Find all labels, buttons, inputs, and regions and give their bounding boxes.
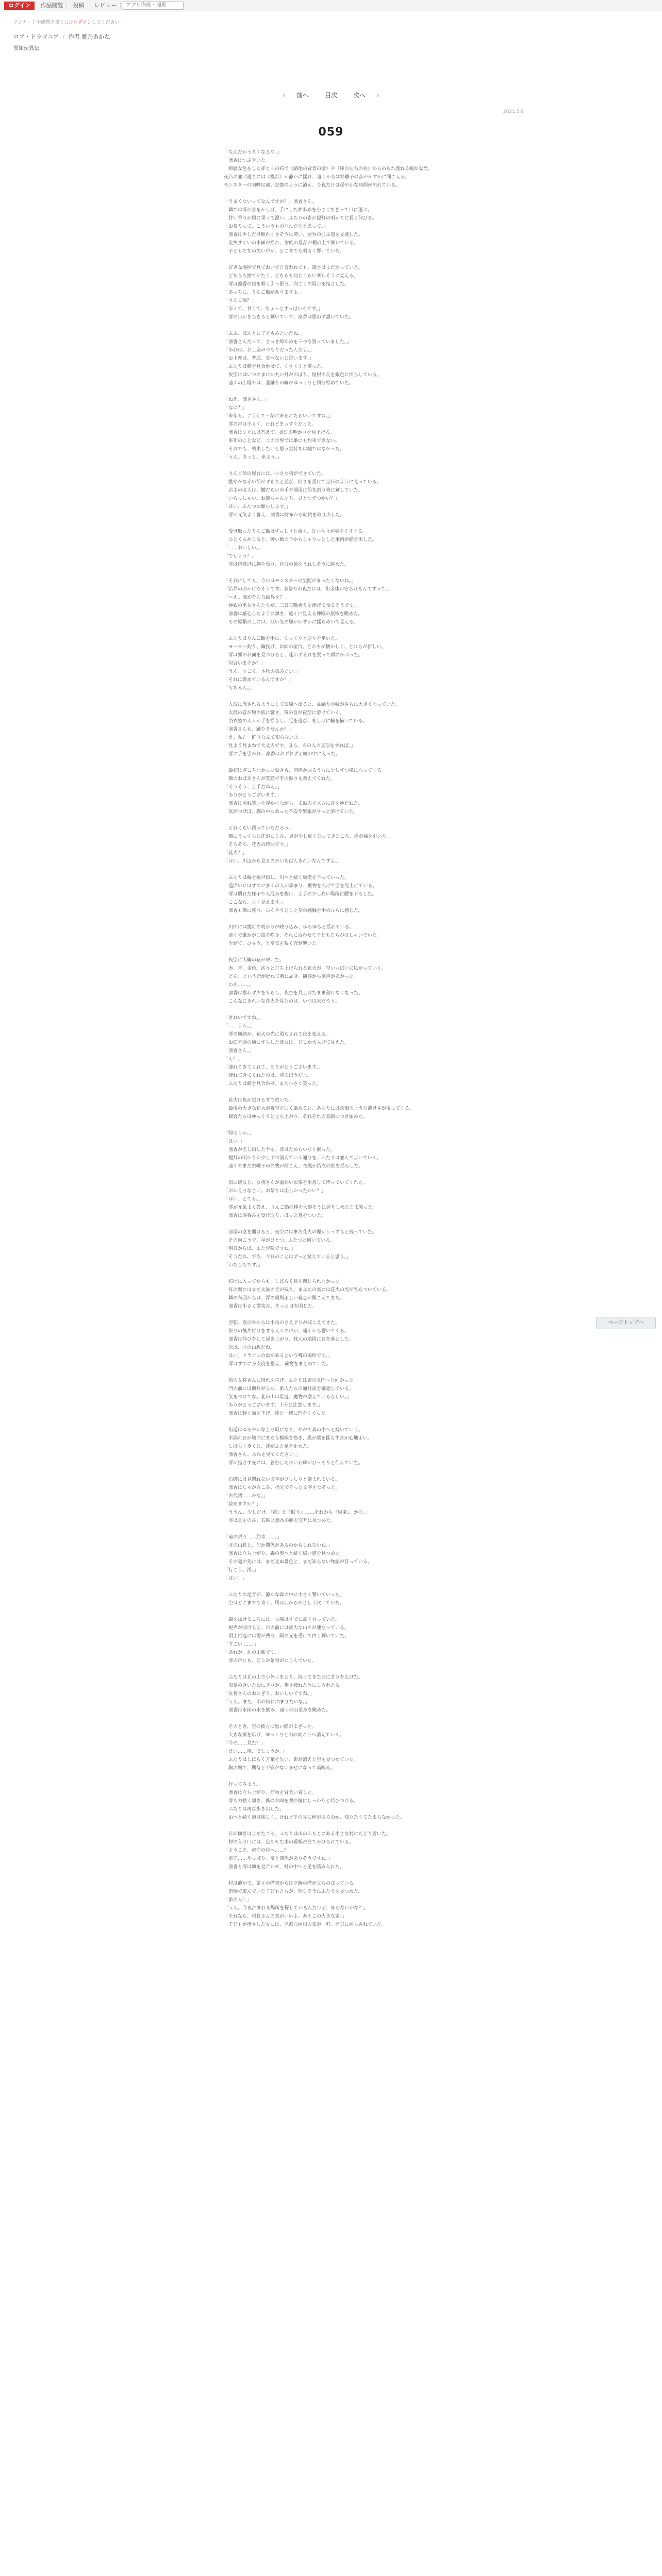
body-paragraph: 「うん。今夜泊まれる場所を探しているんだけど、知らないかな？」 — [224, 1906, 368, 1911]
body-paragraph: 遠くでまだ祭囃子の名残が聞こえ、夜風が浴衣の袖を揺らした。 — [224, 1164, 363, 1169]
paragraph-gap — [224, 1006, 445, 1014]
body-paragraph: 凛香は湯呑みを受け取り、ほっと息をついた。 — [224, 1213, 326, 1218]
body-paragraph: 視界が開けると、目の前には雄大な山々が連なっている。 — [224, 1625, 350, 1631]
body-paragraph: 門の前には衛兵が立ち、旅人たちの通行証を確認している。 — [224, 1386, 354, 1392]
nav-item-browse[interactable]: 作品閲覧 — [37, 3, 67, 9]
paragraph-gap — [224, 256, 445, 264]
body-paragraph: 艶やかな赤い飴がずらりと並び、灯りを受けて宝石のように光っている。 — [224, 480, 382, 485]
paragraph-gap — [224, 1525, 445, 1533]
paragraph-gap — [224, 1607, 445, 1616]
body-paragraph: 森を抜けるころには、太陽はすでに高く昇っていた。 — [224, 1617, 340, 1622]
body-paragraph: 山へと続く道は険しく、けれどその先に何があるのか、知りたくてたまらなかった。 — [224, 1815, 405, 1820]
body-paragraph: 「神殿の巫女さんたちが、三日三晩祈りを捧げて張るそうです。」 — [224, 603, 360, 608]
paragraph-gap — [224, 462, 445, 470]
body-paragraph: 凛香は少しだけ照れくさそうに笑い、屋台の並ぶ道を見渡した。 — [224, 232, 363, 238]
paragraph-gap — [224, 692, 445, 701]
body-paragraph: 「竜守……やっぱり、竜と関係がありそうですね。」 — [224, 1856, 333, 1861]
body-paragraph: 「おかえりなさい。お祭りは楽しかったかい？」 — [224, 1189, 326, 1194]
body-paragraph: 「りんご飴？」 — [224, 298, 257, 303]
body-paragraph: 祭りの後片付けをする人々の声が、遠くから響いてくる。 — [224, 1329, 350, 1334]
paragraph-gap — [224, 1467, 445, 1476]
body-paragraph: 額にうっすらと汗がにじみ、足が少し重くなってきたころ、澪が袖を引いた。 — [224, 834, 391, 839]
body-paragraph: お面を頭の横にずらした彼女は、どこか大人びて見えた。 — [224, 1040, 350, 1045]
body-paragraph: 澪は狐のお面を見つけると、迷わずそれを買って頭にかぶった。 — [224, 653, 363, 658]
body-paragraph: 「いらっしゃい。お嬢ちゃんたち、ひとつずつかい？」 — [224, 496, 340, 501]
paragraph-gap — [224, 1311, 445, 1319]
body-paragraph: 「旅の人？」 — [224, 1897, 252, 1903]
body-paragraph: 「はい！」 — [224, 1576, 247, 1581]
table-of-contents-link[interactable]: 目次 — [324, 92, 337, 99]
body-paragraph: 「なんだかうまくなるな。」 — [224, 150, 282, 155]
body-paragraph: 澪は得意げに胸を張り、自分の飴をうれしそうに眺めた。 — [224, 562, 350, 567]
chevron-right-icon: › — [376, 92, 379, 99]
body-paragraph: 「へえ。誰がそんな結界を？」 — [224, 595, 289, 600]
body-paragraph: 夜空に大輪の花が咲いた。 — [224, 958, 285, 963]
body-paragraph: 凛香は小さく微笑み、そっと目を閉じた。 — [224, 1304, 317, 1309]
body-paragraph: 「あれは、お土産のつもりだったんだよ。」 — [224, 348, 315, 353]
author-label: 作者 — [68, 33, 80, 40]
body-paragraph: 「もちろん。」 — [224, 686, 255, 691]
author-name-link[interactable]: 暁乃あかね — [81, 33, 110, 40]
body-paragraph: 「来年も、こうして一緒に来られたらいいですね。」 — [224, 414, 333, 419]
body-paragraph: 「それなら、村長さんの家がいいよ。あそこの大きな家。」 — [224, 1914, 347, 1919]
body-paragraph: 「女将さんのおにぎり、おいしいですね。」 — [224, 1691, 315, 1697]
body-paragraph: 夜店の並ぶ通りには《提灯》が静かに揺れ、遠くからは祭囃子の音がかすかに聞こえる。 — [224, 175, 410, 180]
paragraph-gap — [224, 915, 445, 923]
login-button[interactable]: ログイン — [4, 2, 35, 10]
paragraph-gap — [224, 626, 445, 635]
body-paragraph: 村の入り口には、色あせた木の看板が立てかけられている。 — [224, 1840, 354, 1845]
body-paragraph: 「お土産は、普通、食べないと思います。」 — [224, 356, 314, 361]
body-paragraph: 塩気のきいたおにぎりが、歩き疲れた体にしみわたる。 — [224, 1683, 345, 1688]
next-label: 次へ — [353, 92, 366, 99]
body-paragraph: 「わたしもです。」 — [224, 1263, 263, 1268]
body-paragraph: 耳の奥にはまだ太鼓の音が残り、まぶたの裏には花火の光がちらついている。 — [224, 1287, 391, 1293]
body-paragraph: 赤、青、金色。次々と打ち上げられる花火が、空いっぱいに広がっていく。 — [224, 966, 386, 971]
body-paragraph: 「うん。きっと、来よう。」 — [224, 455, 283, 460]
body-paragraph: 凛香は照れ笑いを浮かべながら、太鼓のリズムに身をゆだねた。 — [224, 801, 363, 806]
body-paragraph: 「ここなら、よく見えます。」 — [224, 900, 286, 905]
body-paragraph: それでも、約束したいと思う気持ちは嘘ではなかった。 — [224, 447, 345, 452]
body-paragraph: 綺麗な色をした赤と白の布で《路地の背景の壁》や《扉の左右の柱》から吊られ流れる暖かな光、 — [224, 166, 433, 172]
body-paragraph: 道沿いにはすでに多くの人が集まり、敷物を広げて空を見上げている。 — [224, 884, 377, 889]
paragraph-gap — [224, 1269, 445, 1278]
body-paragraph: 「はい。」 — [224, 1139, 245, 1144]
body-paragraph: 澪が元気よく答え、りんご飴の棒を大事そうに握りしめたまま笑った。 — [224, 1205, 377, 1210]
body-paragraph: 太鼓の音が腹の底に響き、笛の音が夜空に溶けていく。 — [224, 710, 344, 716]
body-paragraph: 「似合いますか？」 — [224, 661, 266, 666]
body-paragraph: 「うん。また、あの宿に泊まりたいな。」 — [224, 1700, 310, 1705]
body-paragraph: 最初はぎこちなかった動きも、何周か回るうちに少しずつ様になってくる。 — [224, 768, 387, 773]
body-paragraph: 来年のことなど、この世界では誰にも約束できない。 — [224, 438, 340, 444]
body-paragraph: 凛香は立ち上がり、森の奥へと続く細い道を見つめた。 — [224, 1551, 345, 1556]
body-paragraph: 凛香はしゃがみこみ、指先でそっと文字をなぞった。 — [224, 1485, 340, 1490]
login-notice — [13, 19, 323, 25]
body-paragraph: 凛香は立ち上がり、荷物を背負い直した。 — [224, 1790, 317, 1795]
body-paragraph: 凛香は伸びをして起き上がり、枕元の地図に目を落とした。 — [224, 1337, 354, 1342]
body-paragraph: 川面には提灯の明かりが映り込み、ゆらゆらと揺れている。 — [224, 925, 354, 930]
body-paragraph: 「はい、ふたつお願いします。」 — [224, 504, 291, 510]
body-paragraph: 澪の声は小さく、けれどまっすぐだった。 — [224, 422, 317, 427]
notice-prefix: アンケートや感想を書くには — [13, 20, 74, 25]
prev-chapter-link[interactable] — [278, 92, 314, 99]
body-paragraph: 凛香も隣に座り、ひんやりとした草の感触を手のひらに感じた。 — [224, 908, 363, 913]
body-paragraph: 「古代語……かな。」 — [224, 1494, 268, 1499]
paragraph-gap — [224, 519, 445, 528]
body-paragraph: 「お祭りって、こういうものなんだなと思って。」 — [224, 224, 328, 229]
body-paragraph: 「はい。ドラゴンの巣があるという噂の場所です。」 — [224, 1353, 333, 1359]
body-paragraph: 「連れてきてくれて、ありがとうございます。」 — [224, 1065, 323, 1070]
paragraph-gap — [224, 866, 445, 874]
body-paragraph: 「そろそろ、花火の時間です。」 — [224, 842, 291, 848]
body-paragraph: 「わあ……。」 — [224, 982, 254, 988]
body-paragraph: ふたりは顔を見合わせて、くすくすと笑った。 — [224, 364, 326, 369]
body-paragraph: 凛香が差し出した手を、澪はためらいなく握った。 — [224, 1147, 336, 1153]
paragraph-gap — [224, 758, 445, 767]
body-paragraph: 「今の……見た？」 — [224, 1741, 266, 1746]
body-paragraph: 花火は夜が更けるまで続いた。 — [224, 1098, 294, 1103]
body-paragraph: その向こうで、星がひとつ、ふたつと瞬いている。 — [224, 1238, 335, 1243]
body-paragraph: どちらも捨てがたく、どちらも同じくらい楽しそうに見える。 — [224, 274, 358, 279]
body-paragraph: 「うまくないってなんですか？」凛香さん。 — [224, 199, 317, 205]
body-paragraph: 「ふふ、ほんとに子どもみたいだね。」 — [224, 331, 305, 336]
body-paragraph: 澪は凛香の袖を軽く引っ張り、向こうの屋台を指さした。 — [224, 282, 350, 287]
body-paragraph: 気がつけば、胸の中にあった不安や緊張がすっと溶けていた。 — [224, 809, 358, 815]
body-paragraph: 「え、私？ 踊りなんて知らないよ。」 — [224, 735, 306, 740]
body-paragraph: 「気をつけてな。北の山は最近、魔物が増えているらしい。」 — [224, 1395, 352, 1400]
next-chapter-link[interactable] — [349, 92, 384, 99]
paragraph-gap — [224, 1088, 445, 1096]
body-paragraph: 「うん、すごく。本物の狐みたい。」 — [224, 669, 301, 674]
body-paragraph: どれくらい踊っていただろう。 — [224, 826, 294, 831]
body-paragraph: 「きれいですね。」 — [224, 1015, 263, 1021]
separator: / — [62, 33, 65, 40]
body-paragraph: 「凛香さん、あれを見てください。」 — [224, 1452, 301, 1458]
paragraph-gap — [224, 1822, 445, 1830]
body-paragraph: 好きな場所で見ておいでと言われても、凛香はまだ迷っていた。 — [224, 265, 363, 270]
notice-login-link[interactable]: ログイン — [73, 20, 92, 25]
chevron-left-icon: ‹ — [283, 92, 286, 99]
body-paragraph: 澪は息をのみ、石碑と凛香の顔を交互に見つめた。 — [224, 1518, 336, 1523]
body-paragraph: 「花火？」 — [224, 851, 247, 856]
body-paragraph: ふたりは顔を見合わせ、また小さく笑った。 — [224, 1081, 321, 1087]
paragraph-gap — [224, 816, 445, 824]
body-paragraph: 隣では澪が首をかしげ、手にした綿あめを小さくちぎって口に運ぶ。 — [224, 208, 372, 213]
body-paragraph: 道端で遊んでいた子どもたちが、珍しそうにふたりを見つめた。 — [224, 1889, 363, 1894]
body-paragraph: 「次は、北の山脈だね。」 — [224, 1345, 277, 1350]
body-paragraph: りんご飴の屋台には、小さな列ができていた。 — [224, 471, 326, 477]
paragraph-gap — [224, 1368, 445, 1377]
body-paragraph: 遠くの広場では、盆踊りの輪がゆっくりと回り始めていた。 — [224, 381, 354, 386]
body-paragraph: 「凛香さんも、踊りませんか？」 — [224, 727, 294, 732]
body-paragraph: ヨーヨー釣り、輪投げ、お面の屋台。どれもが懐かしく、どれもが新しい。 — [224, 645, 386, 650]
body-paragraph: 澪が指さす先には、苔むした古い石碑がひっそりと佇んでいた。 — [224, 1461, 363, 1466]
body-paragraph: ふたりはりんご飴を手に、ゆっくりと通りを歩いた。 — [224, 636, 340, 641]
body-paragraph: 「ん？」 — [224, 1057, 243, 1062]
paragraph-gap — [224, 1715, 445, 1723]
body-paragraph: 凛香はすぐには答えず、提灯の明かりを見上げる。 — [224, 430, 335, 435]
body-paragraph: どん、という音が遅れて胸に届き、観客から歓声があがった。 — [224, 974, 359, 979]
body-paragraph: 夜空にはいつのまにか丸い月がのぼり、屋根の瓦を銀色に照らしている。 — [224, 372, 382, 378]
body-paragraph: 「凛香さん。」 — [224, 1048, 255, 1054]
body-paragraph: やがて、ひゅう、と空気を裂く音が響いた。 — [224, 941, 321, 946]
body-paragraph: こんなにきれいな花火を見たのは、いつ以来だろう。 — [224, 999, 340, 1004]
body-paragraph: 凛香は水筒の水を飲み、遠くの山並みを眺めた。 — [224, 1708, 331, 1713]
body-paragraph: 「……おいしい。」 — [224, 546, 263, 551]
paragraph-gap — [224, 1418, 445, 1426]
body-paragraph: 提灯の明かりが少しずつ消えていく通りを、ふたりは並んで歩いていく。 — [224, 1156, 382, 1161]
body-paragraph: 澪は慣れた様子で人混みを抜け、土手の少し高い場所に腰を下ろした。 — [224, 892, 377, 897]
body-paragraph: ふたりは輪を抜け出し、川へと続く坂道を下っていった。 — [224, 875, 350, 880]
nav-item-review[interactable]: レビュー — [90, 3, 121, 9]
body-paragraph: 「そうだね。でも、今日のことはずっと覚えていると思う。」 — [224, 1255, 351, 1260]
body-paragraph: 「赤くて、甘くて、ちょっとすっぱいんです。」 — [224, 307, 323, 312]
chapter-pager — [0, 91, 662, 99]
paragraph-gap — [224, 1772, 445, 1781]
body-paragraph: 「ありがとうございます。十分に注意します。」 — [224, 1403, 323, 1408]
body-paragraph: 澪の横顔が、花火の光に照らされて色を変える。 — [224, 1032, 331, 1037]
body-paragraph: しばらく歩くと、澪がふと足を止めた。 — [224, 1444, 312, 1449]
body-paragraph: 胸の奥で、期待と不安がないまぜになって高鳴る。 — [224, 1766, 335, 1771]
body-paragraph: 「……うん。」 — [224, 1024, 255, 1029]
body-paragraph: 木漏れ日が地面にまだら模様を描き、風が葉を揺らす音が心地よい。 — [224, 1436, 372, 1441]
body-paragraph: 凛香は軽く頭を下げ、澪と一緒に門をくぐった。 — [224, 1411, 330, 1416]
body-paragraph: 「連れてきてくれたのは、澪のほうだよ。」 — [224, 1073, 315, 1078]
body-paragraph: 「ううん、少しだけ。『竜』と『眠り』……それから『約束』、かな。」 — [224, 1510, 370, 1515]
body-paragraph: 隣のおばあさんが笑顔で手の振りを教えてくれた。 — [224, 776, 336, 782]
paragraph-gap — [224, 569, 445, 577]
body-paragraph: 「すごい……。」 — [224, 1642, 259, 1647]
body-paragraph: 「そうそう、上手だねえ。」 — [224, 785, 283, 790]
chapter-body — [224, 148, 445, 2576]
body-paragraph: 「あれが、北の山脈です。」 — [224, 1650, 282, 1655]
paragraph-gap — [224, 1171, 445, 1179]
paragraph-gap — [224, 190, 445, 198]
body-paragraph: 「行こう、澪。」 — [224, 1568, 259, 1573]
body-paragraph: 石碑には見慣れない文字がびっしりと刻まれている。 — [224, 1477, 340, 1482]
body-paragraph: 「はい。川辺から見るのがいちばんきれいなんですよ。」 — [224, 859, 342, 864]
work-header — [13, 19, 323, 52]
body-paragraph: 宿の女将さんに別れを告げ、ふたりは街の北門へと向かった。 — [224, 1378, 358, 1383]
body-paragraph: 翌朝、窓の外からは小鳥のさえずりが聞こえてきた。 — [224, 1320, 340, 1326]
body-paragraph: 子どもたちの笑い声が、どこまでも明るく響いていた。 — [224, 249, 345, 254]
body-paragraph: 「それは褒めているんですか？」 — [224, 677, 294, 683]
body-paragraph: 澪はすでに身支度を整え、荷物をまとめていた。 — [224, 1362, 331, 1367]
paragraph-gap — [224, 1665, 445, 1673]
body-paragraph: 凛香はつぶやいた。 — [224, 158, 271, 163]
nav-item-post[interactable]: 投稿 — [69, 3, 88, 9]
body-paragraph: 人波に流されるようにして広場へ出ると、盆踊りの輪がさらに大きくなっていた。 — [224, 702, 401, 707]
body-paragraph: 「凛香さんだって、さっき綿あめを三つも買っていました。」 — [224, 340, 352, 345]
body-paragraph: 観客たちはゆっくりと立ち上がり、それぞれの家路につき始めた。 — [224, 1114, 368, 1120]
body-paragraph: 大きな翼を広げ、ゆっくりと山の向こうへ消えていく。 — [224, 1733, 344, 1738]
body-paragraph: 空はどこまでも青く、風は北からやさしく吹いていた。 — [224, 1601, 344, 1606]
search-input[interactable] — [123, 2, 184, 10]
body-paragraph: モンスターの咆哮は遠い記憶のように消え、今夜だけは穏やかな時間が流れている。 — [224, 183, 401, 188]
body-paragraph: 「でしょう？」 — [224, 554, 257, 559]
body-paragraph: 「あっちに、りんご飴がありますよ。」 — [224, 290, 305, 295]
page-top-button[interactable]: ページトップへ — [596, 1317, 656, 1329]
body-paragraph: ふたりは再び歩き出した。 — [224, 1807, 285, 1812]
body-paragraph: 「見よう見まねで大丈夫です。ほら、あの人の真似をすれば。」 — [224, 743, 356, 749]
body-paragraph: 甘い香りが風に乗って漂い、ふたりの影が提灯の明かりに長く伸びる。 — [224, 216, 377, 221]
body-paragraph: 村は静かで、家々の煙突からは夕餉の煙が立ちのぼっている。 — [224, 1881, 358, 1886]
body-paragraph: 「ねえ、凛香さん。」 — [224, 397, 269, 402]
body-paragraph: 「帰ろうか。」 — [224, 1131, 254, 1136]
paragraph-gap — [224, 948, 445, 956]
body-paragraph: 金魚すくいの水面が揺れ、射的の景品が棚の上で輝いている。 — [224, 241, 359, 246]
body-paragraph: ふたりはしばらく言葉を失い、影が消えた空を見つめていた。 — [224, 1757, 359, 1762]
body-paragraph: 澪が元気よく答え、凛香は財布から硬貨を取り出した。 — [224, 513, 345, 518]
body-paragraph: その道の先には、まだ見ぬ景色と、まだ知らない物語が待っている。 — [224, 1560, 373, 1565]
body-paragraph: 「竜の眠り……約束……。」 — [224, 1535, 282, 1540]
body-paragraph: 「はい、とても。」 — [224, 1197, 263, 1202]
body-paragraph: 遠くで誰かが口笛を吹き、それに合わせて子どもたちがはしゃいでいた。 — [224, 933, 382, 938]
publish-date: 2021.5.8 — [503, 109, 524, 114]
body-paragraph: 凛香は思わず声をもらし、夜空を見上げたまま動けなくなった。 — [224, 991, 363, 996]
body-paragraph: 澪に手を引かれ、凛香はおずおずと輪の中に入った。 — [224, 752, 340, 757]
body-paragraph: 「結界のおかげだそうです。お祭りの夜だけは、街全体が守られるんですって。」 — [224, 587, 393, 592]
body-paragraph: ふたりの足音が、静かな森の中に小さく響いていった。 — [224, 1592, 345, 1598]
body-paragraph: ひとくちかじると、硬い飴の下からしゃりっとした果肉が顔を出した。 — [224, 537, 377, 543]
body-paragraph: 子どもが指さした先には、立派な屋根の家が一軒、夕日に照らされていた。 — [224, 1922, 387, 1927]
body-paragraph: 澪の声にも、どこか緊張がにじんでいた。 — [224, 1658, 317, 1664]
series-title-link[interactable]: ロア・ドラゴニア — [13, 33, 59, 40]
body-paragraph: 受け取ったりんご飴はずっしりと重く、甘い香りが鼻をくすぐる。 — [224, 529, 368, 534]
prev-label: 前へ — [296, 92, 309, 99]
body-paragraph: ふたりは丘の上で小休止をとり、持ってきたおにぎりを広げた。 — [224, 1675, 363, 1680]
body-paragraph: 部屋の窓を開けると、夜空にはまだ花火の煙がうっすらと残っていた。 — [224, 1230, 377, 1235]
paragraph-gap — [224, 1583, 445, 1591]
notice-suffix: してください。 — [92, 20, 125, 25]
body-paragraph: 凛香と澪は顔を見合わせ、村の中へと足を踏み入れた。 — [224, 1865, 344, 1870]
body-paragraph: その屋根の上には、淡い光の膜がかすかに揺らめいて見える。 — [224, 620, 359, 625]
body-paragraph: 布団に入ってからも、しばらく目を閉じられなかった。 — [224, 1279, 345, 1284]
body-paragraph: 「明日からは、また冒険ですね。」 — [224, 1246, 296, 1251]
paragraph-gap — [224, 1220, 445, 1228]
body-paragraph: 澪も力強く頷き、狐のお面を腰の紐にしっかりと結びつける。 — [224, 1799, 358, 1804]
paragraph-gap — [224, 387, 445, 396]
body-paragraph: 澪の目がきらきらと輝いていて、凛香は思わず頷いていた。 — [224, 315, 354, 320]
top-navigation-bar — [0, 0, 662, 11]
paragraph-gap — [224, 1121, 445, 1129]
chapter-title: 059 — [318, 126, 344, 139]
body-paragraph: 「なに？」 — [224, 405, 247, 411]
body-paragraph: 「ありがとうございます。」 — [224, 793, 282, 798]
body-paragraph: 「北の山脈と、何か関係があるのかもしれないね。」 — [224, 1543, 333, 1548]
body-paragraph: そのとき、空の彼方に黒い影がよぎった。 — [224, 1724, 317, 1730]
body-paragraph: 日が傾きはじめたころ、ふたりは山のふもとにある小さな村にたどり着いた。 — [224, 1832, 391, 1837]
body-paragraph: 「読めますか？」 — [224, 1502, 261, 1507]
body-paragraph: 最後の大きな花火が夜空を白く染めると、あたりには余韻のような静けさが戻ってくる。 — [224, 1106, 415, 1111]
body-paragraph: 宿に戻ると、女将さんが温かいお茶を用意して待っていてくれた。 — [224, 1180, 368, 1185]
body-paragraph: 「はい……竜、でしょうか。」 — [224, 1749, 287, 1754]
paragraph-gap — [224, 321, 445, 330]
body-paragraph: 「それにしても、今日はモンスターの気配がまったくないね。」 — [224, 579, 356, 584]
body-paragraph: 「行ってみよう。」 — [224, 1782, 263, 1787]
body-paragraph: 隣の布団からは、澪の規則正しい寝息が聞こえてきた。 — [224, 1296, 345, 1301]
genre-tag[interactable]: 異類伝異伝 — [13, 46, 39, 52]
paragraph-gap — [224, 1871, 445, 1879]
body-paragraph: 「ようこそ、竜守の村へ……？」 — [224, 1848, 293, 1853]
body-paragraph: 店主の老人は、皺だらけの手で器用に飴を割り箸に刺していた。 — [224, 488, 363, 493]
body-paragraph: 頂上付近には雪が残り、陽の光を受けて白く輝いていた。 — [224, 1634, 350, 1639]
body-paragraph: 街道はゆるやかな上り坂になり、やがて森の中へと続いていく。 — [224, 1428, 363, 1433]
body-paragraph: 浴衣姿の人々が手を揺らし、足を運び、楽しげに輪を描いている。 — [224, 719, 368, 724]
series-info — [13, 32, 323, 41]
body-paragraph: 凛香は感心したように頷き、遠くに見える神殿の屋根を眺めた。 — [224, 612, 363, 617]
